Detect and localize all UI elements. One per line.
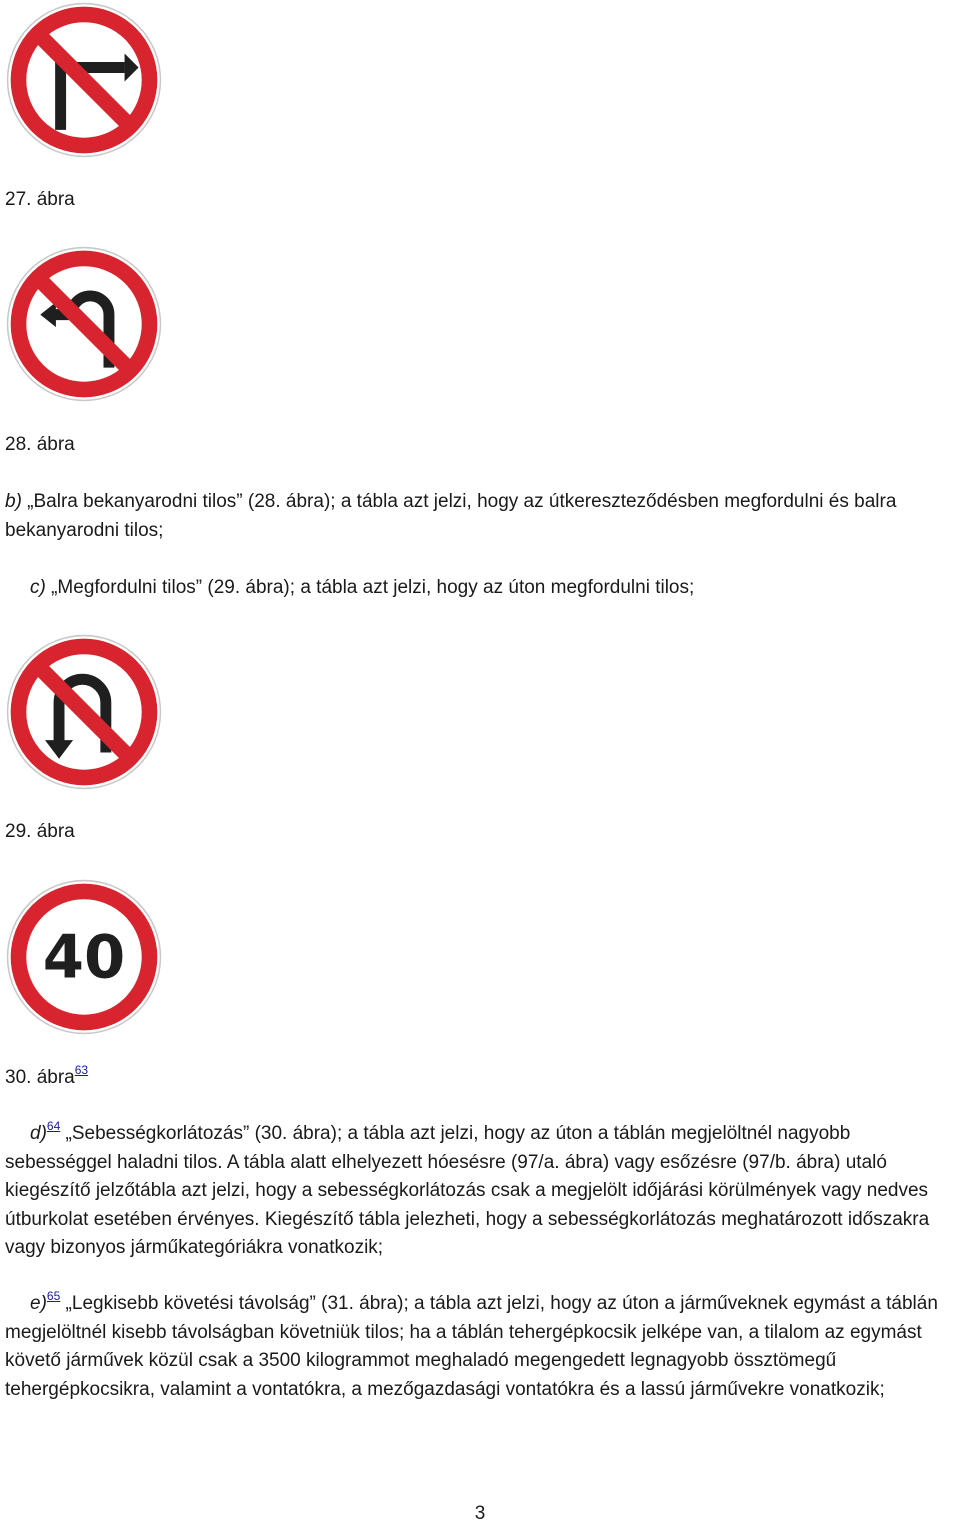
figure-caption-29: 29. ábra xyxy=(5,821,75,842)
figure-caption-27: 27. ábra xyxy=(5,189,75,210)
paragraph-label: b) xyxy=(5,491,22,512)
figure-caption-text: 30. ábra xyxy=(5,1067,75,1088)
paragraph-label: e) xyxy=(30,1293,47,1314)
no-left-turn-and-u-turn-sign-icon xyxy=(6,246,162,402)
page-number: 3 xyxy=(474,1503,486,1524)
paragraph-e xyxy=(5,1290,957,1404)
no-u-turn-sign-icon xyxy=(6,634,162,790)
no-left-turn-sign-icon xyxy=(6,2,162,158)
footnote-link-64[interactable]: 64 xyxy=(46,1119,61,1133)
paragraph-label: d) xyxy=(30,1123,47,1144)
paragraph-text: „Legkisebb követési távolság” (31. ábra); a tábla azt jelzi, hogy az úton a járműveknek egymást a táblán megjelöltnél kisebb távolságban követniük tilos; ha a táblán tehergépkocsik jelképe van, a tilalom az egymást követő járművek közül csak a 3500 kilogrammot meghaladó megengedett legnagyobb össztömegű tehergépkocsikra, valamint a vontatókra, a mezőgazdasági vontatókra és a lassú járművekre vonatkozik; xyxy=(5,1293,938,1400)
paragraph-c xyxy=(5,574,957,603)
paragraph-label: c) xyxy=(30,577,46,598)
footnote-link-63[interactable]: 63 xyxy=(74,1063,89,1077)
figure-caption-28: 28. ábra xyxy=(5,434,75,455)
paragraph-d xyxy=(5,1120,957,1263)
footnote-link-65[interactable]: 65 xyxy=(46,1289,61,1303)
figure-caption-30 xyxy=(5,1064,88,1093)
paragraph-text: „Sebességkorlátozás” (30. ábra); a tábla azt jelzi, hogy az úton a táblán megjelöltnél nagyobb sebességgel haladni tilos. A tábla alatt elhelyezett hóesésre (97/a. ábra) vagy esőzésre (97/b. ábra) utaló kiegészítő jelzőtábla azt jelzi, hogy a sebességkorlátozás csak a megjelölt időjárási körülmények vagy nedves útburkolat esetében érvényes. Kiegészítő tábla jelezheti, hogy a sebességkorlátozás meghatározott időszakra vagy bizonyos járműkategóriákra vonatkozik; xyxy=(5,1123,930,1258)
paragraph-text: „Balra bekanyarodni tilos” (28. ábra); a tábla azt jelzi, hogy az útkereszteződésben megfordulni és balra bekanyarodni tilos; xyxy=(5,491,897,541)
speed-limit-sign-icon xyxy=(6,879,162,1035)
speed-limit-value: 40 xyxy=(42,922,126,992)
paragraph-b xyxy=(5,488,957,545)
paragraph-text: „Megfordulni tilos” (29. ábra); a tábla azt jelzi, hogy az úton megfordulni tilos; xyxy=(45,577,695,598)
